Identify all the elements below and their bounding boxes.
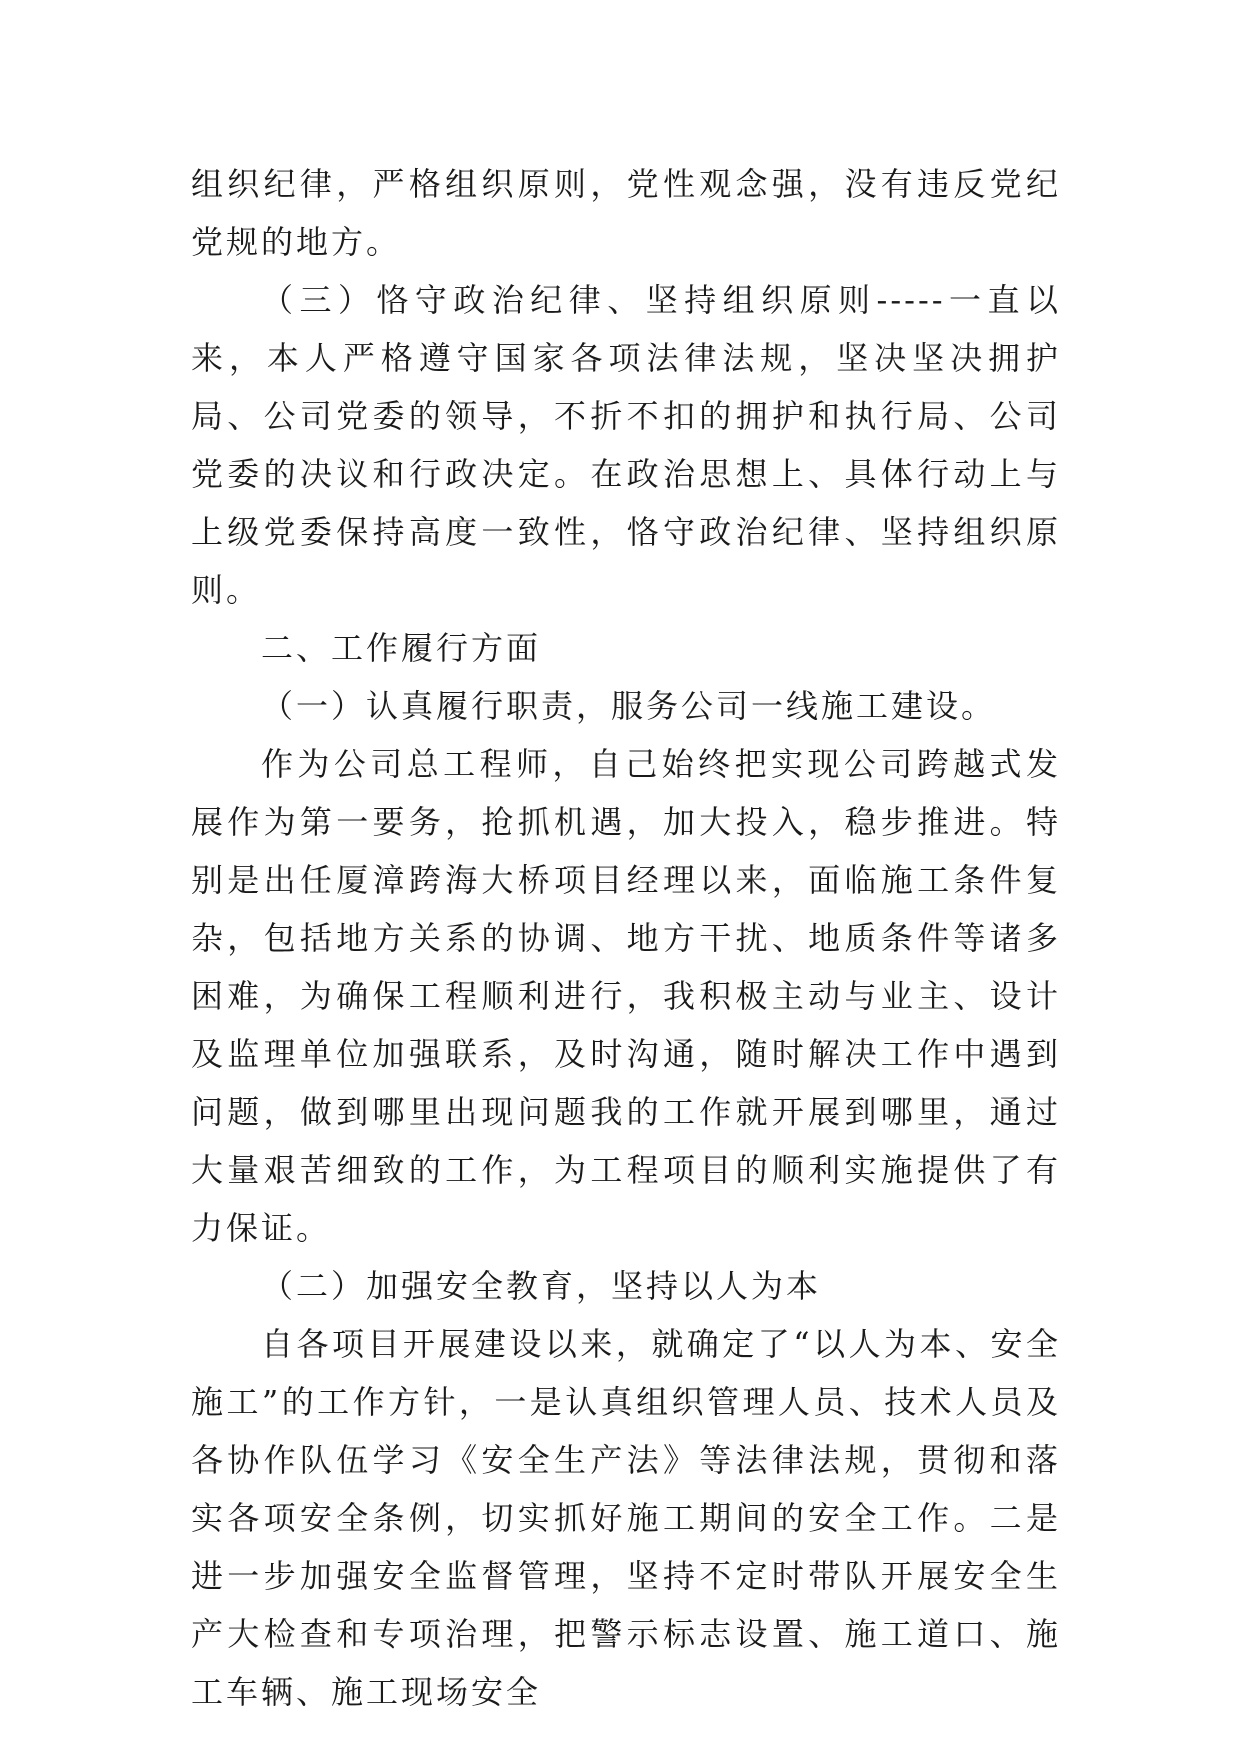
section-heading-work-performance: 二、工作履行方面: [261, 629, 542, 667]
subheading-safety-education: （二）加强安全教育，坚持以人为本: [261, 1267, 822, 1305]
paragraph-safety-policy: 自各项目开展建设以来，就确定了“以人为本、安全施工”的工作方针，一是认真组织管理人员、技术人员及各协作队伍学习《安全生产法》等法律法规，贯彻和落实各项安全条例，切实抓好施工期间的安全工作。二是进一步加强安全监督管理，坚持不定时带队开展安全生产大检查和专项治理，把警示标志设置、施工道口、施工车辆、施工现场安全: [191, 1325, 1061, 1711]
paragraph-political-discipline: （三）恪守政治纪律、坚持组织原则-----一直以来，本人严格遵守国家各项法律法规，坚决坚决拥护局、公司党委的领导，不折不扣的拥护和执行局、公司党委的决议和行政决定。在政治思想上、具体行动上与上级党委保持高度一致性，恪守政治纪律、坚持组织原则。: [191, 281, 1061, 609]
paragraph-chief-engineer: 作为公司总工程师，自己始终把实现公司跨越式发展作为第一要务，抢抓机遇，加大投入，稳步推进。特别是出任厦漳跨海大桥项目经理以来，面临施工条件复杂，包括地方关系的协调、地方干扰、地质条件等诸多困难，为确保工程顺利进行，我积极主动与业主、设计及监理单位加强联系，及时沟通，随时解决工作中遇到问题，做到哪里出现问题我的工作就开展到哪里，通过大量艰苦细致的工作，为工程项目的顺利实施提供了有力保证。: [191, 745, 1061, 1247]
document-body: [191, 155, 1061, 1721]
subheading-fulfil-duties: （一）认真履行职责，服务公司一线施工建设。: [261, 687, 997, 725]
paragraph-discipline-end: 组织纪律，严格组织原则，党性观念强，没有违反党纪党规的地方。: [191, 165, 1061, 261]
